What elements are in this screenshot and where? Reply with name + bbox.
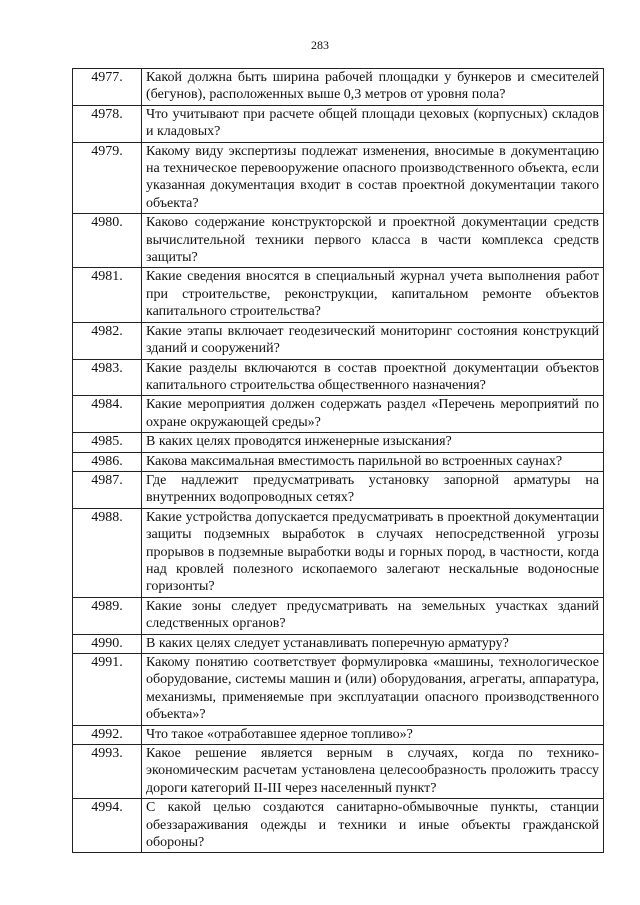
table-row xyxy=(73,799,604,853)
question-text: В каких целях проводятся инженерные изыскания? xyxy=(142,433,604,452)
table-row xyxy=(73,452,604,471)
question-number: 4983. xyxy=(73,359,142,396)
question-text: Какие сведения вносятся в специальный журнал учета выполнения работ при строительстве, реконструкции, капитальном ремонте объектов капитального строительства? xyxy=(142,268,604,322)
page-number: 283 xyxy=(311,38,329,52)
question-number: 4984. xyxy=(73,396,142,433)
table-row xyxy=(73,725,604,744)
question-text: Что такое «отработавшее ядерное топливо»? xyxy=(142,725,604,744)
questions-table-body xyxy=(73,69,604,853)
question-number: 4989. xyxy=(73,597,142,634)
question-number: 4981. xyxy=(73,268,142,322)
question-number: 4977. xyxy=(73,69,142,106)
questions-table xyxy=(72,68,604,853)
question-number: 4986. xyxy=(73,452,142,471)
table-row xyxy=(73,654,604,726)
question-text: Какие мероприятия должен содержать раздел «Перечень мероприятий по охране окружающей среды»? xyxy=(142,396,604,433)
question-text: Какова максимальная вместимость парильной во встроенных саунах? xyxy=(142,452,604,471)
question-number: 4993. xyxy=(73,745,142,799)
table-row xyxy=(73,597,604,634)
question-text: С какой целью создаются санитарно-обмывочные пункты, станции обеззараживания одежды и техники и иные объекты гражданской обороны? xyxy=(142,799,604,853)
question-number: 4994. xyxy=(73,799,142,853)
question-text: Какие этапы включает геодезический мониторинг состояния конструкций зданий и сооружений? xyxy=(142,322,604,359)
table-row xyxy=(73,634,604,653)
table-row xyxy=(73,745,604,799)
question-text: Какие разделы включаются в состав проектной документации объектов капитального строительства общественного назначения? xyxy=(142,359,604,396)
question-number: 4982. xyxy=(73,322,142,359)
question-text: Где надлежит предусматривать установку запорной арматуры на внутренних водопроводных сетях? xyxy=(142,471,604,508)
question-text: Какое решение является верным в случаях, когда по технико-экономическим расчетам установлена целесообразность проложить трассу дороги категорий II-III через населенный пункт? xyxy=(142,745,604,799)
table-row xyxy=(73,322,604,359)
question-text: Какие устройства допускается предусматривать в проектной документации защиты подземных выработок в случаях непосредственной угрозы прорывов в подземные выработки воды и горных пород, в частности, когда над кровлей полезного ископаемого залегают нескальные водоносные горизонты? xyxy=(142,508,604,597)
table-row xyxy=(73,433,604,452)
question-number: 4988. xyxy=(73,508,142,597)
question-number: 4987. xyxy=(73,471,142,508)
question-number: 4979. xyxy=(73,142,142,214)
question-number: 4992. xyxy=(73,725,142,744)
table-row xyxy=(73,471,604,508)
table-row xyxy=(73,69,604,106)
question-number: 4978. xyxy=(73,105,142,142)
question-text: Что учитывают при расчете общей площади цеховых (корпусных) складов и кладовых? xyxy=(142,105,604,142)
table-row xyxy=(73,214,604,268)
question-number: 4990. xyxy=(73,634,142,653)
table-row xyxy=(73,396,604,433)
question-number: 4985. xyxy=(73,433,142,452)
question-text: Какому виду экспертизы подлежат изменения, вносимые в документацию на техническое перевооружение опасного производственного объекта, если указанная документация входит в состав проектной документации такого объекта? xyxy=(142,142,604,214)
table-row xyxy=(73,105,604,142)
question-number: 4991. xyxy=(73,654,142,726)
question-text: Какие зоны следует предусматривать на земельных участках зданий следственных органов? xyxy=(142,597,604,634)
question-text: Какому понятию соответствует формулировка «машины, технологическое оборудование, системы машин и (или) оборудования, агрегаты, аппаратура, механизмы, применяемые при эксплуатации опасного производственного объекта»? xyxy=(142,654,604,726)
table-row xyxy=(73,268,604,322)
question-text: Каково содержание конструкторской и проектной документации средств вычислительной техники первого класса в части комплекса средств защиты? xyxy=(142,214,604,268)
table-row xyxy=(73,359,604,396)
question-text: Какой должна быть ширина рабочей площадки у бункеров и смесителей (бегунов), расположенных выше 0,3 метров от уровня пола? xyxy=(142,69,604,106)
question-number: 4980. xyxy=(73,214,142,268)
table-row xyxy=(73,142,604,214)
table-row xyxy=(73,508,604,597)
question-text: В каких целях следует устанавливать поперечную арматуру? xyxy=(142,634,604,653)
